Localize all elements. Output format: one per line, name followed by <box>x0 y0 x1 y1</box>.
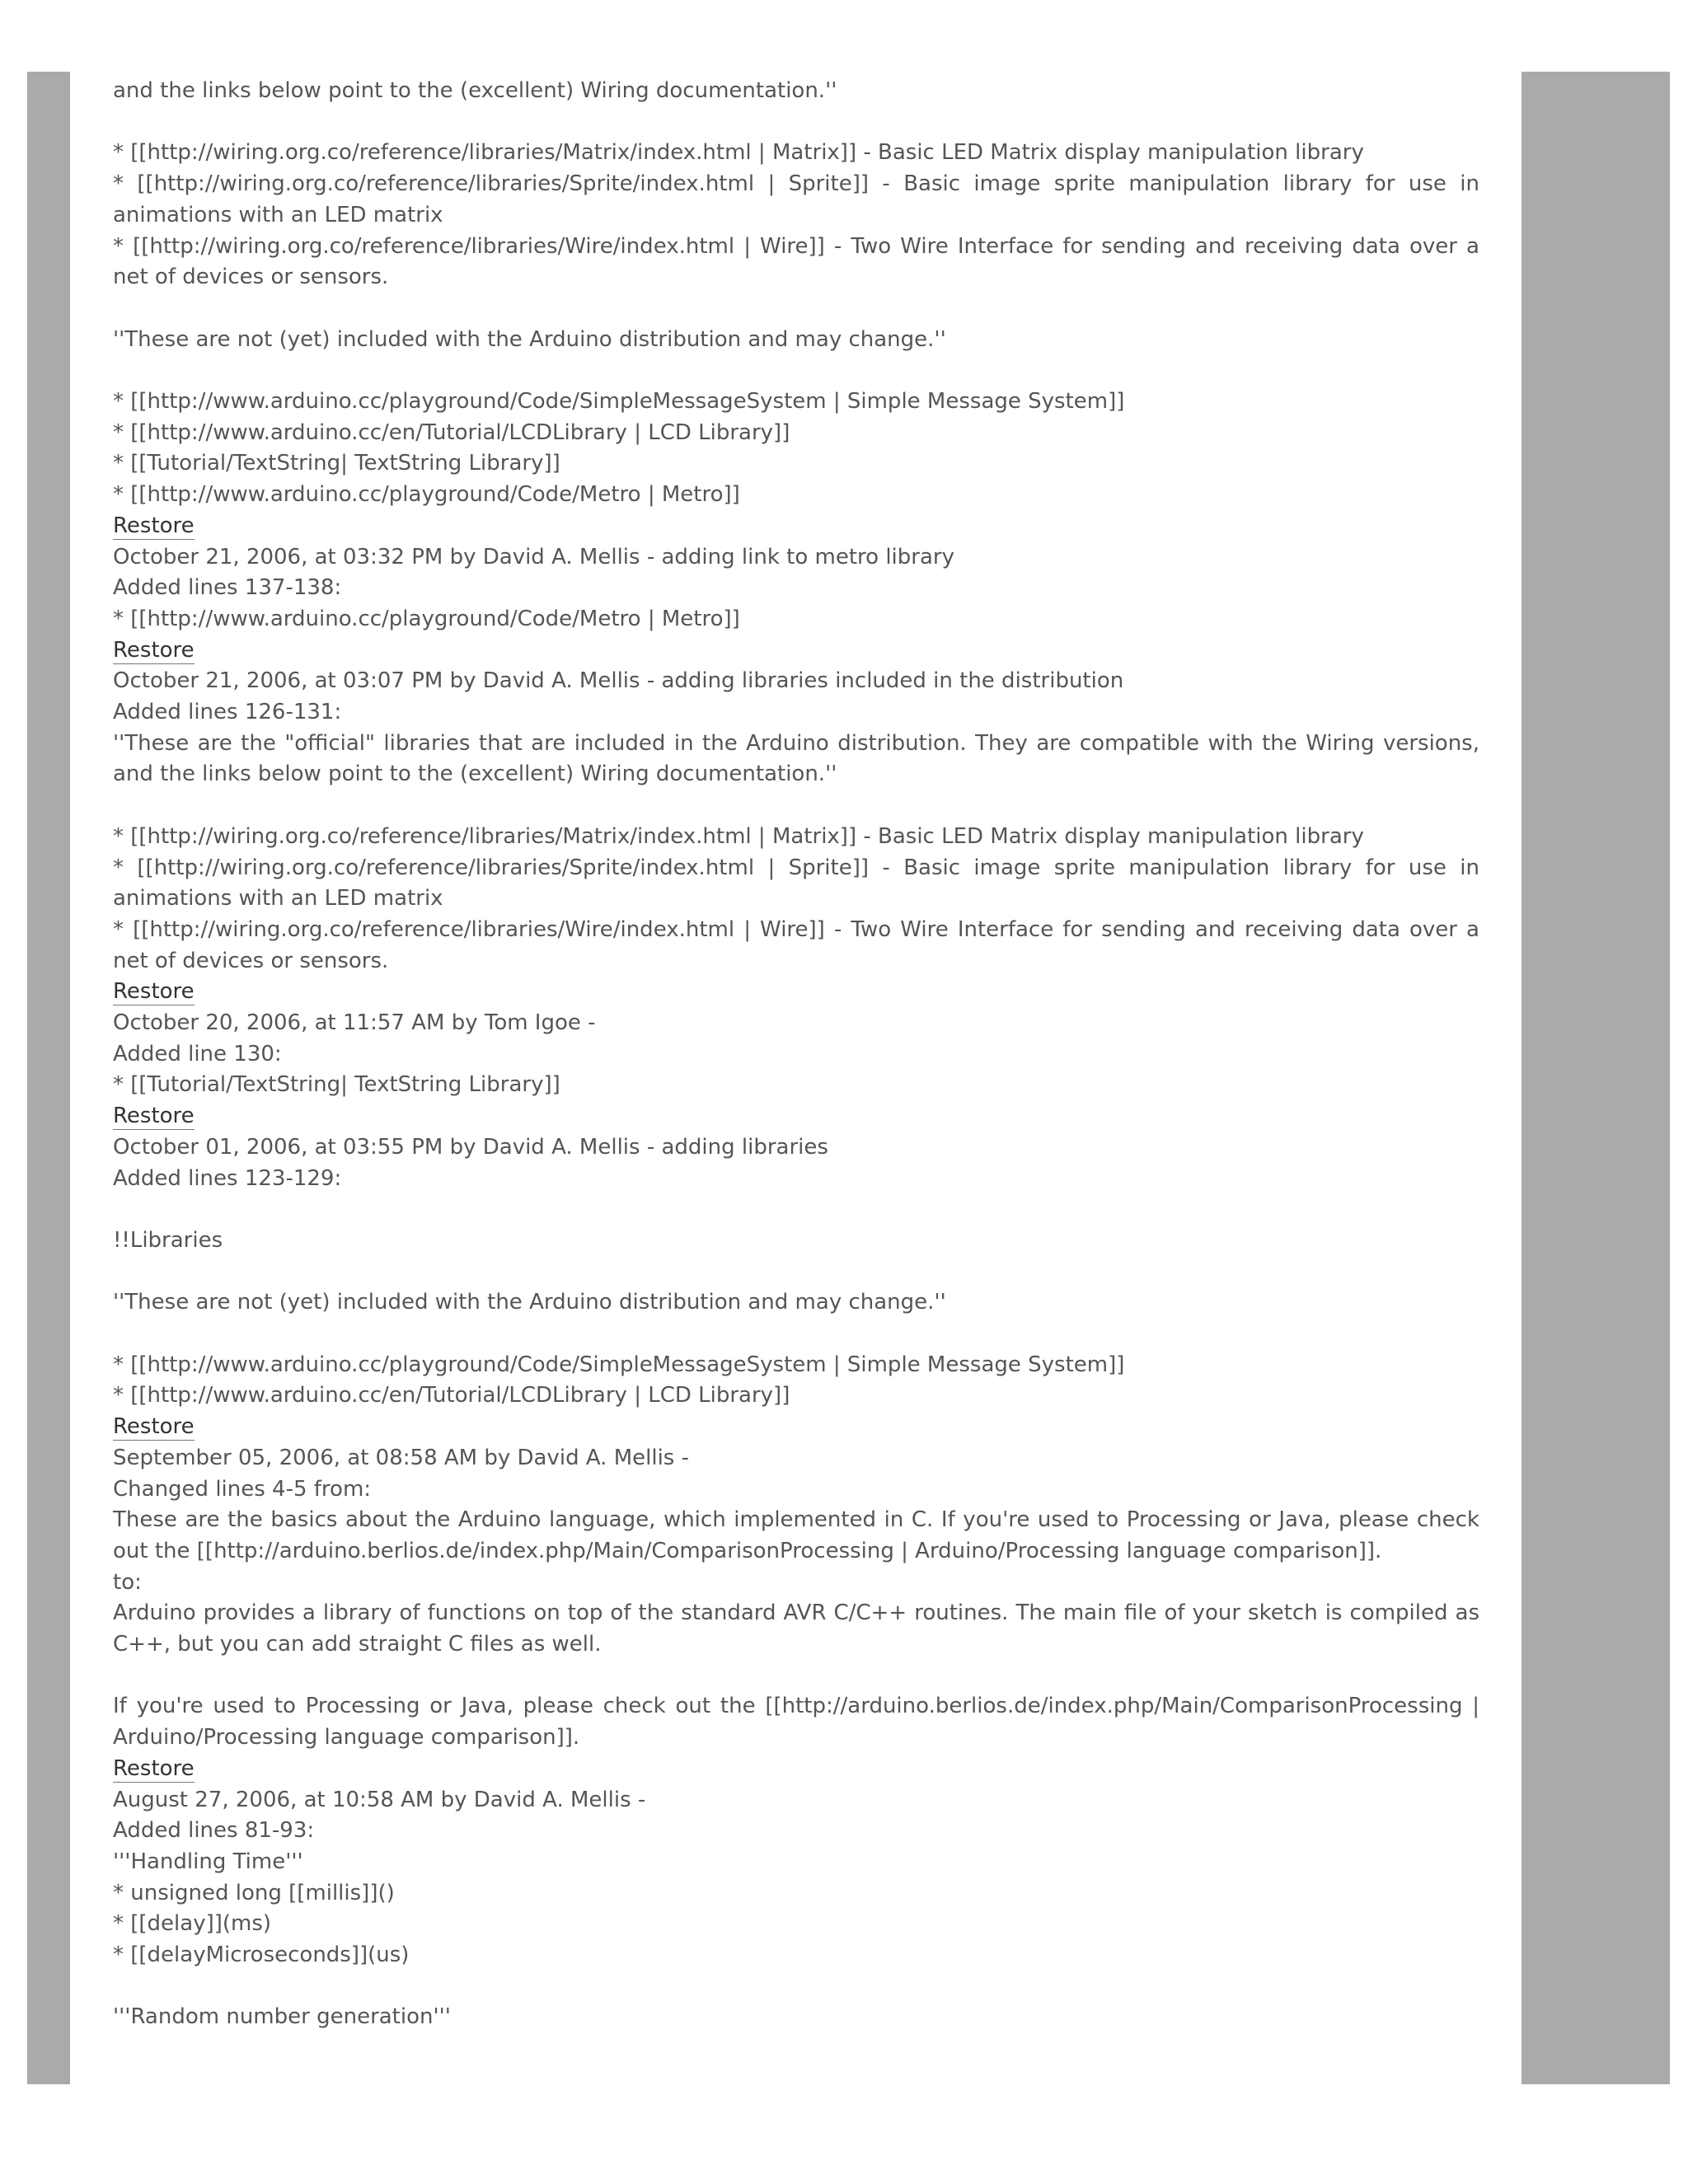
history-line: * [[http://wiring.org.co/reference/libraries/Matrix/index.html | Matrix]] - Basic LED Matrix display manipulation library <box>113 140 1364 166</box>
restore-row <box>113 1754 1479 1785</box>
history-line: October 21, 2006, at 03:07 PM by David A. Mellis - adding libraries included in the distribution <box>113 668 1124 694</box>
page-history-content <box>113 76 1479 2033</box>
restore-row <box>113 1101 1479 1132</box>
history-line: * [[http://www.arduino.cc/playground/Code/Metro | Metro]] <box>113 606 740 631</box>
blank-line <box>113 1661 1479 1692</box>
history-line: '''Random number generation''' <box>113 2004 451 2030</box>
blank-line <box>113 790 1479 822</box>
restore-row <box>113 635 1479 667</box>
history-line: ''These are not (yet) included with the Arduino distribution and may change.'' <box>113 1290 946 1315</box>
history-line: * [[http://wiring.org.co/reference/libraries/Sprite/index.html | Sprite]] - Basic image sprite manipulation library for use in animations with an LED matrix <box>113 171 1479 227</box>
right-gutter <box>1522 72 1670 2084</box>
history-line: If you're used to Processing or Java, please check out the [[http://arduino.berlios.de/index.php/Main/ComparisonProcessing | Arduino/Processing language comparison]]. <box>113 1694 1479 1750</box>
blank-line <box>113 1194 1479 1226</box>
left-gutter <box>27 72 70 2084</box>
restore-link[interactable]: Restore <box>113 1755 195 1781</box>
restore-row <box>113 1412 1479 1443</box>
history-line: * [[http://wiring.org.co/reference/libraries/Matrix/index.html | Matrix]] - Basic LED Matrix display manipulation library <box>113 823 1364 849</box>
history-line: * [[Tutorial/TextString| TextString Library]] <box>113 451 560 476</box>
history-line: Changed lines 4-5 from: <box>113 1476 372 1502</box>
history-line: to: <box>113 1569 142 1595</box>
history-line: Added line 130: <box>113 1041 282 1066</box>
blank-line <box>113 1319 1479 1350</box>
history-line: and the links below point to the (excellent) Wiring documentation.'' <box>113 78 837 103</box>
history-line: * unsigned long [[millis]]() <box>113 1880 395 1905</box>
blank-line <box>113 1257 1479 1288</box>
history-line: * [[http://wiring.org.co/reference/libraries/Sprite/index.html | Sprite]] - Basic image sprite manipulation library for use in animations with an LED matrix <box>113 855 1479 912</box>
blank-line <box>113 1971 1479 2003</box>
history-line: ''These are not (yet) included with the Arduino distribution and may change.'' <box>113 326 946 352</box>
history-line: * [[http://www.arduino.cc/playground/Code/SimpleMessageSystem | Simple Message System]] <box>113 1352 1125 1377</box>
history-line: * [[Tutorial/TextString| TextString Library]] <box>113 1072 560 1098</box>
history-line: * [[delay]](ms) <box>113 1911 272 1937</box>
restore-link[interactable]: Restore <box>113 513 195 538</box>
restore-link[interactable]: Restore <box>113 637 195 663</box>
history-line: * [[http://www.arduino.cc/playground/Code/Metro | Metro]] <box>113 482 740 508</box>
history-line: ''These are the "official" libraries that are included in the Arduino distribution. They are compatible with the Wiring versions, and the links below point to the (excellent) Wiring documentation.'' <box>113 730 1479 787</box>
history-line: * [[delayMicroseconds]](us) <box>113 1943 410 1968</box>
history-line: October 01, 2006, at 03:55 PM by David A. Mellis - adding libraries <box>113 1134 828 1160</box>
history-line: '''Handling Time''' <box>113 1849 303 1874</box>
blank-line <box>113 355 1479 387</box>
history-line: September 05, 2006, at 08:58 AM by David A. Mellis - <box>113 1445 689 1470</box>
history-line: * [[http://wiring.org.co/reference/libraries/Wire/index.html | Wire]] - Two Wire Interface for sending and receiving data over a net of devices or sensors. <box>113 233 1479 290</box>
history-line: August 27, 2006, at 10:58 AM by David A. Mellis - <box>113 1787 646 1812</box>
history-line: October 21, 2006, at 03:32 PM by David A. Mellis - adding link to metro library <box>113 544 954 569</box>
history-line: * [[http://www.arduino.cc/en/Tutorial/LCDLibrary | LCD Library]] <box>113 419 790 445</box>
restore-link[interactable]: Restore <box>113 1414 195 1440</box>
history-line: * [[http://wiring.org.co/reference/libraries/Wire/index.html | Wire]] - Two Wire Interface for sending and receiving data over a net of devices or sensors. <box>113 916 1479 973</box>
history-line: October 20, 2006, at 11:57 AM by Tom Igoe - <box>113 1010 596 1036</box>
restore-row <box>113 977 1479 1008</box>
restore-row <box>113 511 1479 542</box>
history-line: Added lines 126-131: <box>113 700 342 725</box>
blank-line <box>113 107 1479 138</box>
history-line: Arduino provides a library of functions on top of the standard AVR C/C++ routines. The main file of your sketch is compiled as C++, but you can add straight C files as well. <box>113 1601 1479 1657</box>
history-line: These are the basics about the Arduino language, which implemented in C. If you're used to Processing or Java, please check out the [[http://arduino.berlios.de/index.php/Main/ComparisonProcessing | Arduino/Processing language comparison]]. <box>113 1507 1479 1563</box>
history-line: Added lines 137-138: <box>113 575 342 601</box>
restore-link[interactable]: Restore <box>113 1104 195 1129</box>
history-line: !!Libraries <box>113 1227 223 1253</box>
history-line: * [[http://www.arduino.cc/playground/Code/SimpleMessageSystem | Simple Message System]] <box>113 388 1125 414</box>
history-line: Added lines 81-93: <box>113 1818 315 1844</box>
history-line: Added lines 123-129: <box>113 1165 342 1191</box>
restore-link[interactable]: Restore <box>113 979 195 1005</box>
blank-line <box>113 293 1479 325</box>
history-line: * [[http://www.arduino.cc/en/Tutorial/LCDLibrary | LCD Library]] <box>113 1383 790 1408</box>
